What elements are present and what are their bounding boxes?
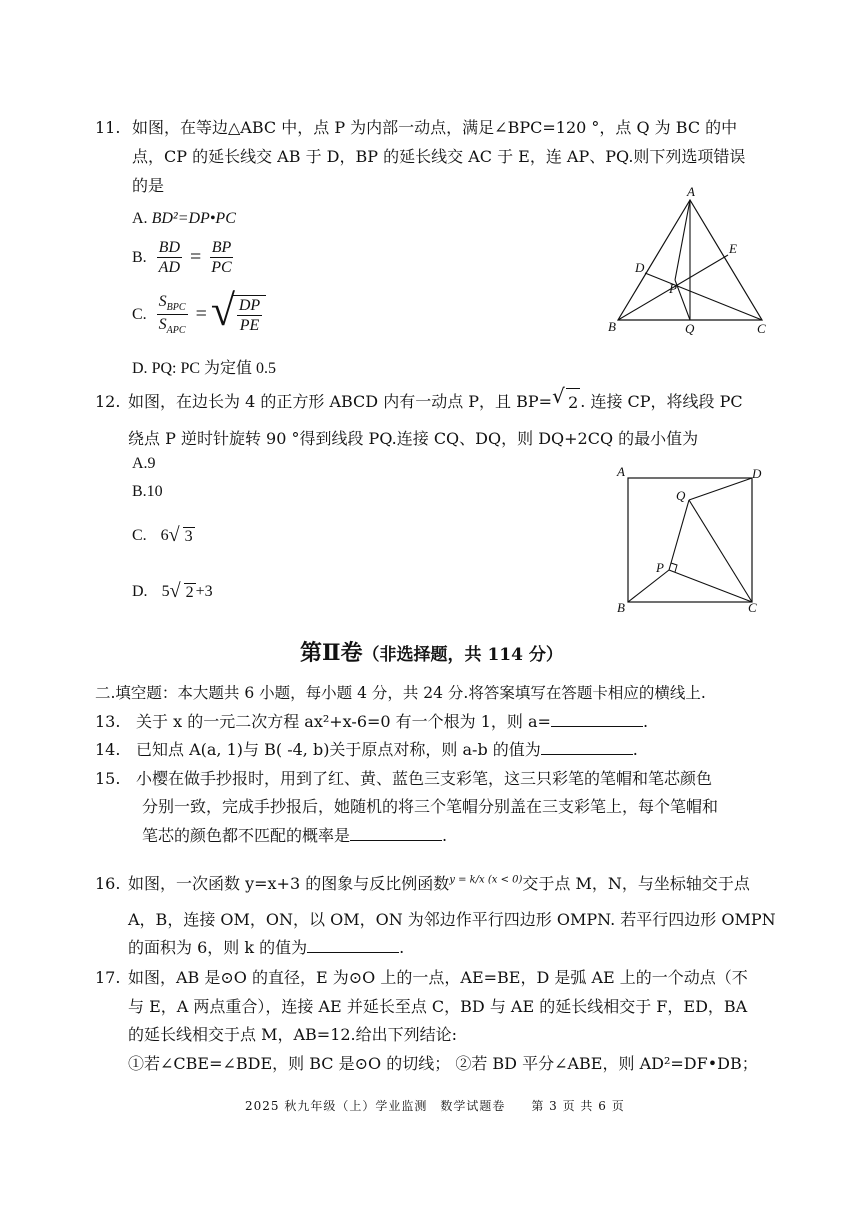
q16-number: 16.: [95, 874, 121, 893]
q11-option-c: C. $\frac{S_{BPC}}{S_{APC}}$ = √ $\frac{DP}{PE}$: [132, 292, 266, 337]
q11-line1: 如图，在等边△ABC 中，点 P 为内部一动点，满足∠BPC=120 °，点 Q 为 BC 的中: [132, 118, 738, 137]
q12-line2: 绕点 P 逆时针旋转 90 °得到线段 PQ.连接 CQ、DQ，则 DQ+2CQ 的最小值为: [128, 429, 699, 448]
q16-line3: 的面积为 6，则 k 的值为 .: [128, 938, 405, 957]
q17-line4: ①若∠CBE=∠BDE，则 BC 是⊙O 的切线； ②若 BD 平分∠ABE，则 AD²=DF•DB；: [128, 1054, 758, 1073]
q11-option-a: A. BD²=DP•PC: [132, 210, 236, 227]
q11-option-d: D. PQ: PC 为定值 0.5: [132, 360, 277, 377]
q14-answer-blank: [541, 740, 633, 755]
q12-option-c: C. 6 √ 3: [132, 524, 193, 546]
sqrt-dp-pe: √ $\frac{DP}{PE}$: [211, 295, 266, 335]
q15-answer-blank: [350, 826, 442, 841]
q12-option-b: B.10: [132, 483, 163, 500]
q12-label-c: C: [748, 600, 757, 615]
q11-line3: 的是: [132, 176, 165, 195]
q12-number: 12.: [95, 392, 121, 411]
section-two-title: 第Ⅱ卷（非选择题，共 114 分）: [300, 640, 563, 666]
sqrt-two: √ 2: [552, 388, 580, 416]
q11-label-d: D: [635, 260, 645, 275]
q11-option-a-text: BD²=DP•PC: [151, 210, 236, 227]
q12-option-d: D. 5 √ 2 +3: [132, 580, 213, 602]
q11-number: 11.: [95, 118, 121, 137]
q17-line3: 的延长线相交于点 M，AB=12.给出下列结论:: [128, 1025, 458, 1044]
q11-line2: 点，CP 的延长线交 AB 于 D，BP 的延长线交 AC 于 E，连 AP、PQ.则下列选项错误: [132, 147, 746, 166]
q11-label-b: B: [608, 319, 616, 334]
q13-number: 13.: [95, 712, 121, 731]
q11-label-c: C: [757, 321, 766, 336]
q14-number: 14.: [95, 740, 121, 759]
fraction-area-ratio: $\frac{S_{BPC}}{S_{APC}}$: [158, 293, 186, 337]
page-footer: 2025 秋九年级（上）学业监测 数学试题卷 第 3 页 共 6 页: [245, 1099, 625, 1113]
q12-label-q: Q: [676, 488, 686, 503]
q17-number: 17.: [95, 968, 121, 987]
q13-answer-blank: [551, 712, 643, 727]
q11-label-e: E: [729, 241, 737, 256]
q12-label-d: D: [752, 466, 762, 481]
q12-label-p: P: [656, 560, 664, 575]
q11-option-b: B. $\frac{BD}{AD}$ = $\frac{BP}{PC}$: [132, 239, 232, 277]
q11-label-q: Q: [685, 321, 695, 336]
fraction-bp-pc: $\frac{BP}{PC}$: [211, 239, 232, 277]
q12-label-a: A: [617, 464, 625, 479]
q12-label-b: B: [617, 600, 625, 615]
fraction-bd-ad: $\frac{BD}{AD}$: [158, 239, 180, 277]
q15-line1: 小樱在做手抄报时，用到了红、黄、蓝色三支彩笔，这三只彩笔的笔帽和笔芯颜色: [136, 769, 713, 788]
q12-square-figure: [613, 462, 768, 617]
q14-text: 已知点 A(a, 1)与 B( -4, b)关于原点对称，则 a-b 的值为 .: [136, 740, 638, 759]
q12-option-a: A.9: [132, 455, 156, 472]
q12-line1: 如图，在边长为 4 的正方形 ABCD 内有一动点 P，且 BP= √ 2 . 连接 CP，将线段 PC: [128, 388, 743, 417]
q13-text: 关于 x 的一元二次方程 ax²+x-6=0 有一个根为 1，则 a= .: [136, 712, 649, 731]
q15-number: 15.: [95, 769, 121, 788]
q11-triangle-figure: [605, 185, 780, 337]
q17-line2: 与 E，A 两点重合），连接 AE 并延长至点 C，BD 与 AE 的延长线相交于 F，ED，BA: [128, 997, 748, 1016]
q16-function: y = k/x (x < 0): [449, 874, 523, 886]
q11-label-a: A: [687, 185, 695, 199]
q16-line1: 如图，一次函数 y=x+3 的图象与反比例函数$^{y = k/x (x < 0)}$交于点 M，N，与坐标轴交于点: [128, 874, 750, 893]
q15-line3: 笔芯的颜色都不匹配的概率是 .: [142, 826, 448, 845]
q11-option-d-text: PQ: PC 为定值 0.5: [151, 360, 277, 377]
q11-label-p: P: [669, 281, 677, 296]
q16-line2: A，B，连接 OM，ON，以 OM，ON 为邻边作平行四边形 OMPN. 若平行四边形 OMPN: [128, 910, 776, 929]
fill-heading: 二.填空题：本大题共 6 小题，每小题 4 分，共 24 分.将答案填写在答题卡相应的横线上.: [95, 684, 706, 702]
q17-line1: 如图，AB 是⊙O 的直径，E 为⊙O 上的一点，AE=BE，D 是弧 AE 上的一个动点（不: [128, 968, 748, 987]
q16-answer-blank: [307, 938, 399, 953]
q15-line2: 分别一致，完成手抄报后，她随机的将三个笔帽分别盖在三支彩笔上，每个笔帽和: [142, 797, 719, 816]
